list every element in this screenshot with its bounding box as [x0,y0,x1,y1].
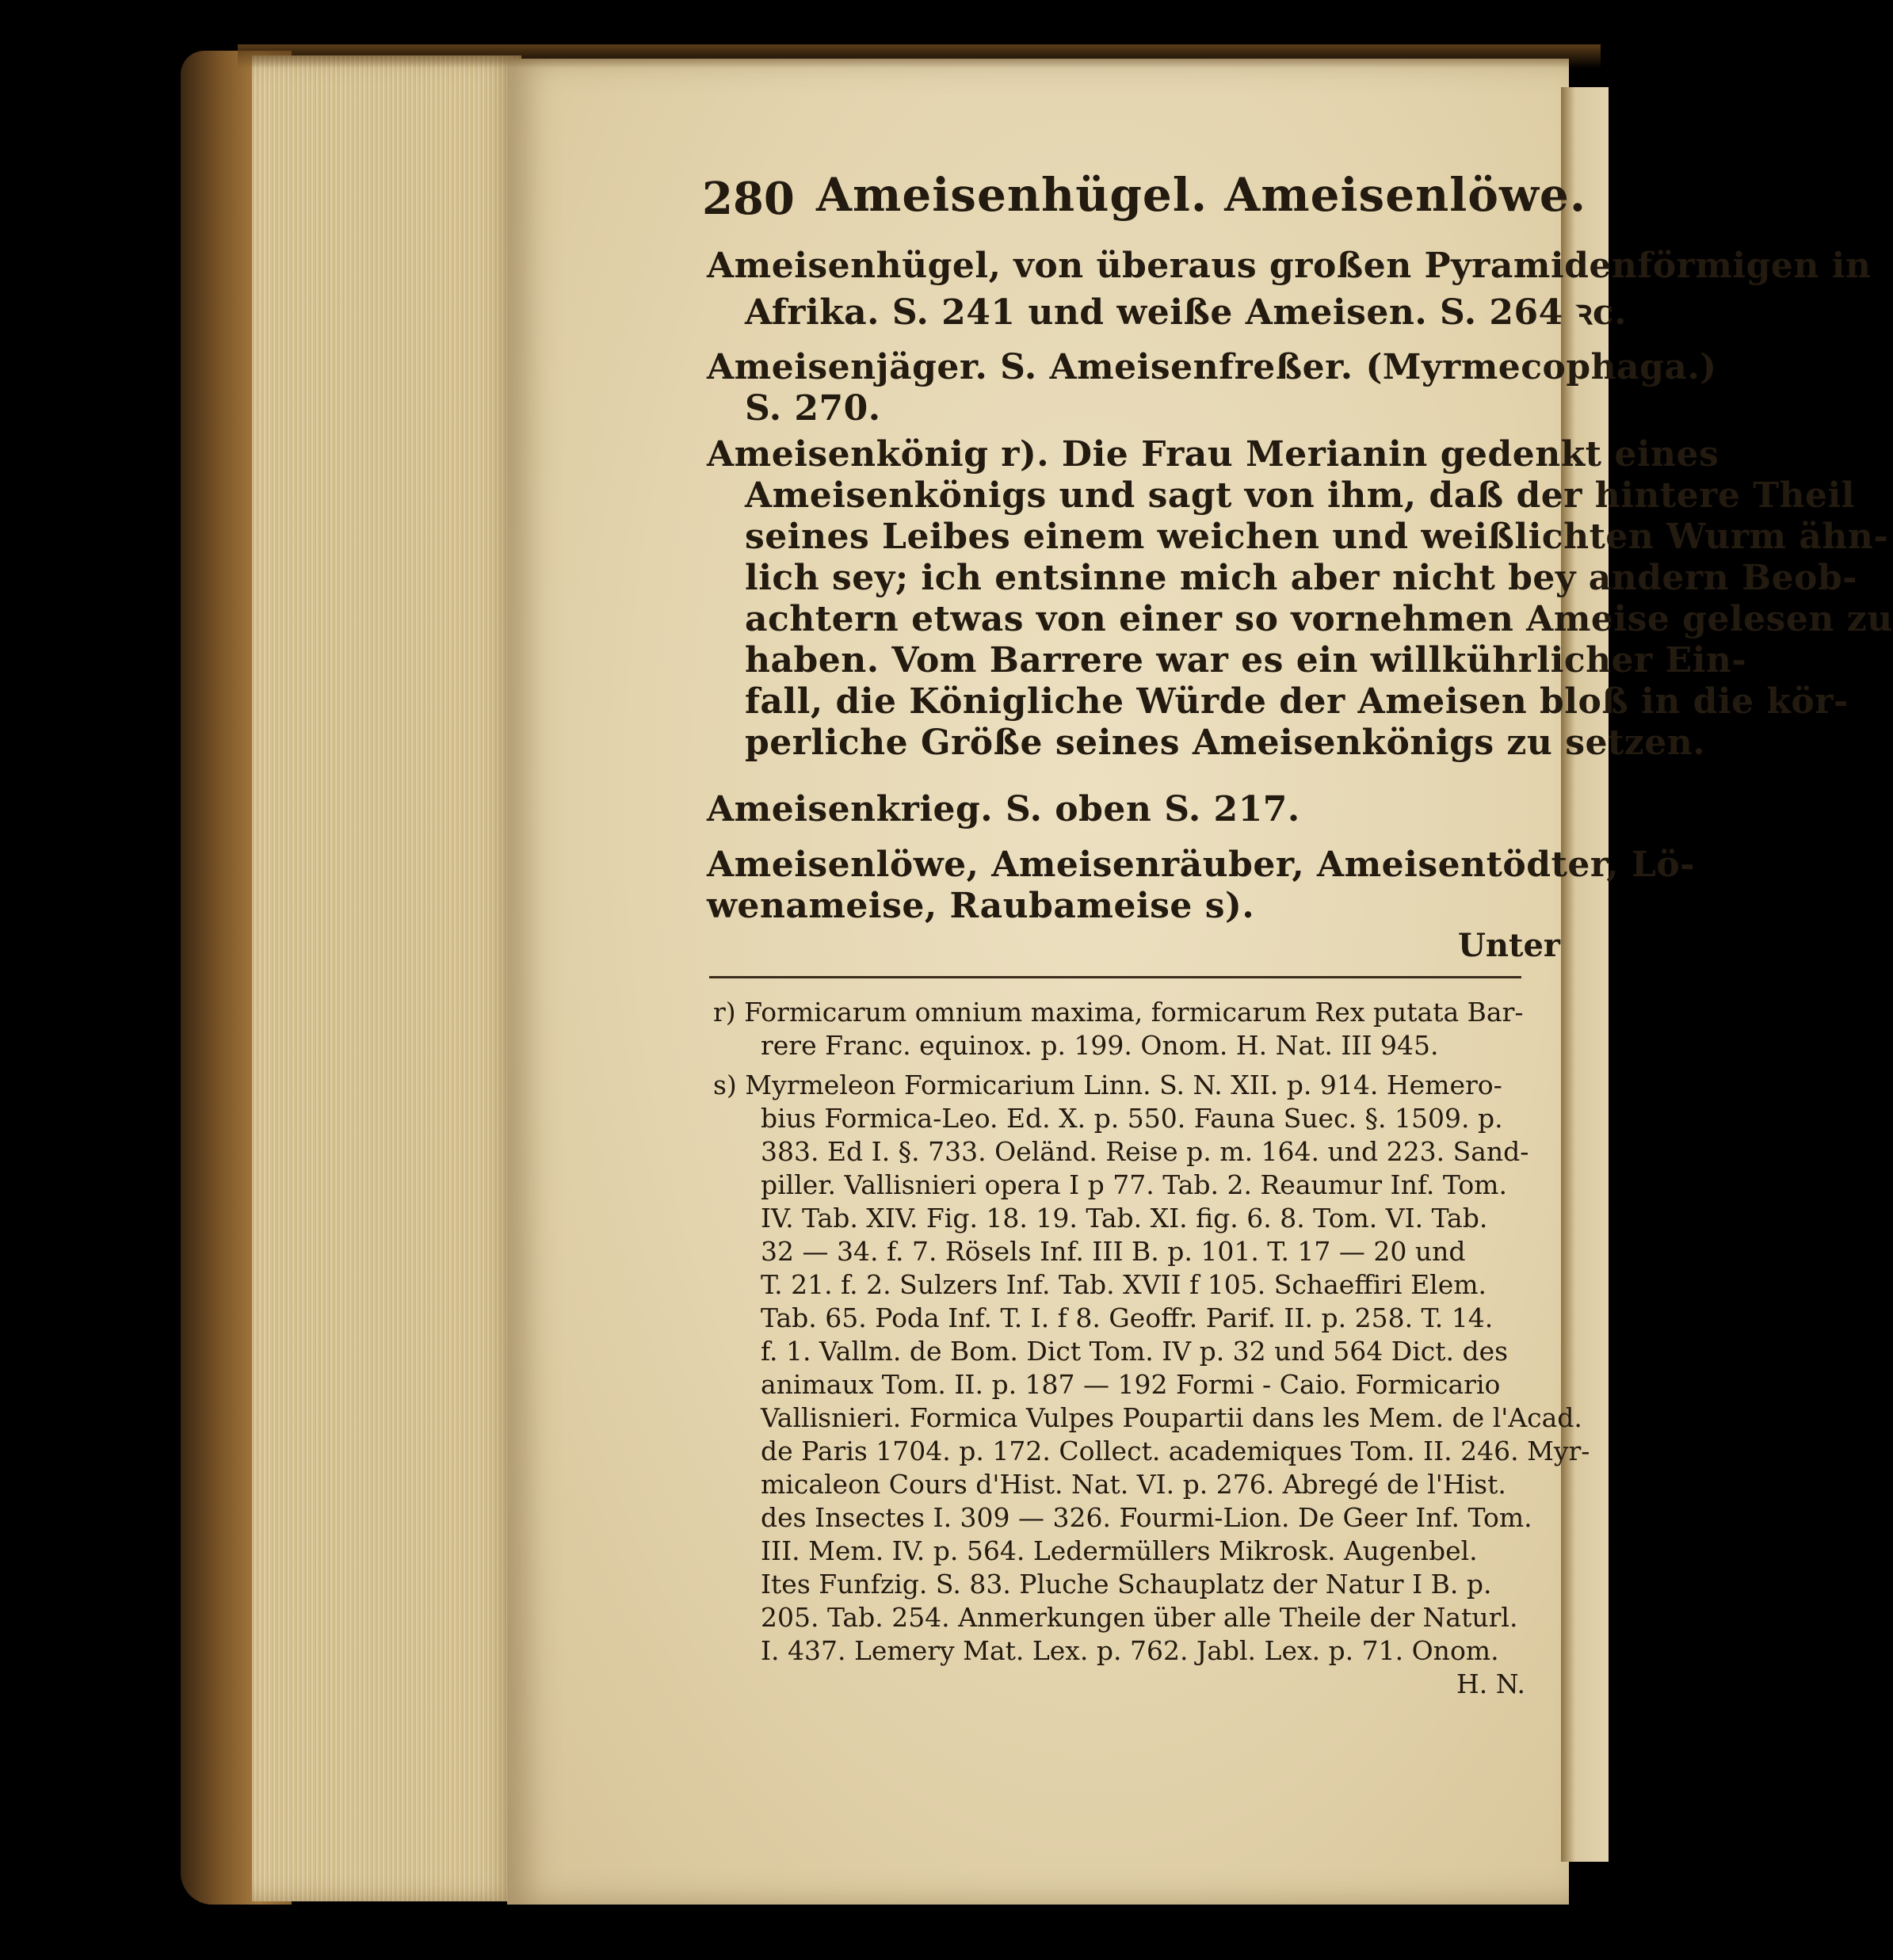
body-line: S. 270. [745,388,881,429]
footnote-line: 32 — 34. f. 7. Rösels Inf. III B. p. 101. T. 17 — 20 und [761,1236,1466,1267]
top-shadow [238,44,1601,68]
footnote-line: I. 437. Lemery Mat. Lex. p. 762. Jabl. Lex. p. 71. Onom. [761,1635,1499,1666]
body-line: achtern etwas von einer so vornehmen Ameise gelesen zu [745,599,1893,639]
body-line: Ameisenkrieg. S. oben S. 217. [707,789,1300,829]
footnote-line: Vallisnieri. Formica Vulpes Poupartii dans les Mem. de l'Acad. [761,1402,1582,1433]
footnote-line: des Insectes I. 309 — 326. Fourmi-Lion. De Geer Inf. Tom. [761,1502,1532,1533]
footnote-line: micaleon Cours d'Hist. Nat. VI. p. 276. Abregé de l'Hist. [761,1469,1506,1500]
running-head: Ameisenhügel. Ameisenlöwe. [816,168,1587,222]
footnote-line: f. 1. Vallm. de Bom. Dict Tom. IV p. 32 und 564 Dict. des [761,1336,1509,1367]
footnote-line: rere Franc. equinox. p. 199. Onom. H. Nat. III 945. [761,1030,1439,1061]
body-line: lich sey; ich entsinne mich aber nicht bey andern Beob- [745,558,1858,598]
footnote-line: r) Formicarum omnium maxima, formicarum Rex putata Bar- [713,997,1524,1028]
body-line: perliche Größe seines Ameisenkönigs zu setzen. [745,723,1706,763]
page-number: 280 [702,173,795,225]
body-line: haben. Vom Barrere war es ein willkührlicher Ein- [745,640,1747,681]
body-line: Ameisenkönigs und sagt von ihm, daß der hintere Theil [745,475,1855,516]
footnote-line: bius Formica-Leo. Ed. X. p. 550. Fauna Suec. §. 1509. p. [761,1103,1503,1134]
footnote-line: 205. Tab. 254. Anmerkungen über alle Theile der Naturl. [761,1602,1518,1633]
body-line: Ameisenhügel, von überaus großen Pyramidenförmigen in [707,246,1872,286]
body-line: Ameisenlöwe, Ameisenräuber, Ameisentödter, Lö- [707,845,1696,885]
body-line: wenameise, Raubameise s). [707,886,1255,926]
catchword: Unter [1458,927,1560,964]
footnote-line: H. N. [1456,1668,1526,1699]
body-line: fall, die Königliche Würde der Ameisen bloß in die kör- [745,681,1849,722]
body-line: seines Leibes einem weichen und weißlichten Wurm ähn- [745,517,1889,557]
body-line: Ameisenjäger. S. Ameisenfreßer. (Myrmecophaga.) [707,347,1717,387]
footnote-line: IV. Tab. XIV. Fig. 18. 19. Tab. XI. fig. 6. 8. Tom. VI. Tab. [761,1203,1488,1234]
body-line: Afrika. S. 241 und weiße Ameisen. S. 264 ꝛc. [745,292,1627,333]
footnote-line: Tab. 65. Poda Inf. T. I. f 8. Geoffr. Parif. II. p. 258. T. 14. [761,1302,1494,1333]
footnote-line: T. 21. f. 2. Sulzers Inf. Tab. XVII f 105. Schaeffiri Elem. [761,1269,1487,1300]
footnote-line: animaux Tom. II. p. 187 — 192 Formi - Caio. Formicario [761,1369,1501,1400]
footnote-line: 383. Ed I. §. 733. Oeländ. Reise p. m. 164. und 223. Sand- [761,1136,1529,1167]
body-line: Ameisenkönig r). Die Frau Merianin gedenkt eines [707,434,1719,475]
page-edges [252,55,521,1901]
footnote-line: piller. Vallisnieri opera I p 77. Tab. 2. Reaumur Inf. Tom. [761,1169,1507,1200]
footnote-line: s) Myrmeleon Formicarium Linn. S. N. XII. p. 914. Hemero- [713,1070,1502,1100]
footnote-line: III. Mem. IV. p. 564. Ledermüllers Mikrosk. Augenbel. [761,1535,1478,1566]
footnote-rule [709,976,1521,978]
footnote-line: de Paris 1704. p. 172. Collect. academiques Tom. II. 246. Myr- [761,1436,1590,1466]
footnote-line: Ites Funfzig. S. 83. Pluche Schauplatz der Natur I B. p. [761,1569,1492,1600]
